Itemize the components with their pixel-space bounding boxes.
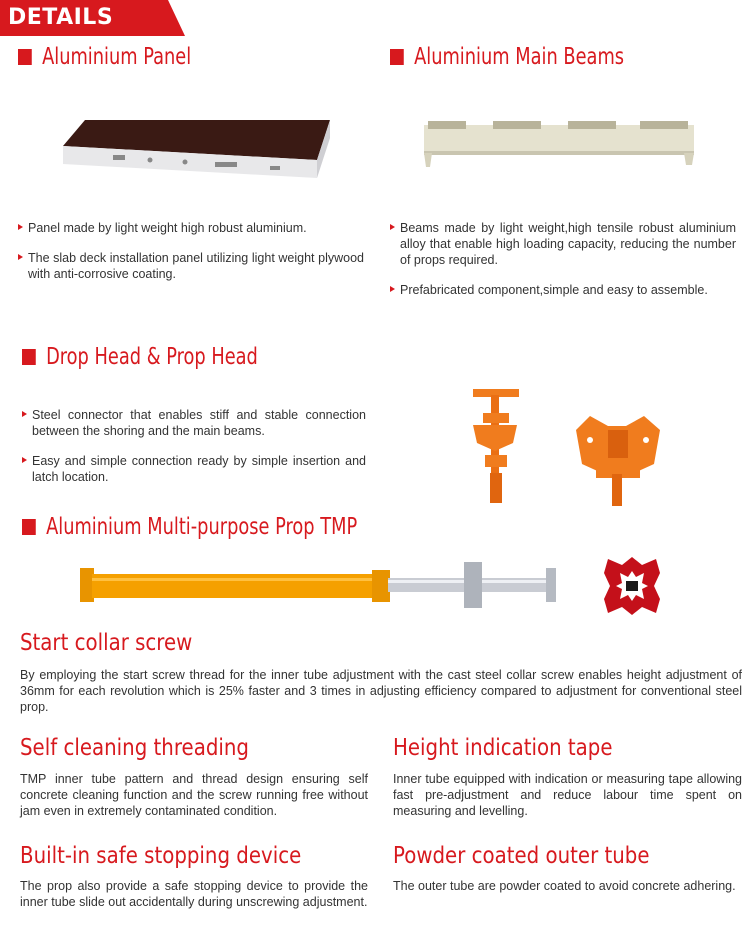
feature-title-tape: Height indication tape <box>393 735 613 761</box>
panel-bullet-2: The slab deck installation panel utilizing light weight plywood with anti-corrosive coating. <box>18 250 364 282</box>
panel-bullets <box>18 220 364 296</box>
aluminium-panel-image <box>55 112 335 194</box>
feature-text-tape: Inner tube equipped with indication or measuring tape allowing fast pre-adjustment and reduce labour time spent on measuring and levelling. <box>393 772 742 818</box>
details-banner-label: DETAILS <box>8 5 114 30</box>
section-title-drophead-text: Drop Head & Prop Head <box>46 344 258 370</box>
feature-text-stopping: The prop also provide a safe stopping device to provide the inner tube slide out accidentally during unscrewing adjustment. <box>20 879 368 909</box>
feature-text-collar: By employing the start screw thread for the inner tube adjustment with the cast steel collar screw enables height adjustment of 36mm for each revolution which is 25% faster and 3 times in adjusting efficiency compared to adjustment for conventional steel prop. <box>20 668 742 714</box>
section-title-beams-text: Aluminium Main Beams <box>414 44 625 70</box>
square-bullet-icon <box>22 349 36 365</box>
feature-title-powder: Powder coated outer tube <box>393 843 650 869</box>
section-title-panel-text: Aluminium Panel <box>42 44 192 70</box>
section-title-panel <box>18 44 191 70</box>
prop-cross-section-image <box>598 553 666 619</box>
feature-title-stopping: Built-in safe stopping device <box>20 843 302 869</box>
feature-text-powder: The outer tube are powder coated to avoid concrete adhering. <box>393 879 736 893</box>
tmp-prop-image <box>76 558 566 610</box>
section-title-beams <box>390 44 624 70</box>
drophead-bullets <box>22 407 366 499</box>
beams-bullet-2: Prefabricated component,simple and easy to assemble. <box>390 282 736 298</box>
drophead-bullet-2: Easy and simple connection ready by simple insertion and latch location. <box>22 453 366 485</box>
beams-bullets <box>390 220 736 312</box>
drophead-bullet-1: Steel connector that enables stiff and stable connection between the shoring and the main beams. <box>22 407 366 439</box>
beams-bullet-1: Beams made by light weight,high tensile robust aluminium alloy that enable high loading capacity, reducing the number of props required. <box>390 220 736 268</box>
section-title-drophead <box>22 344 258 370</box>
prop-head-image <box>570 408 665 508</box>
feature-title-collar: Start collar screw <box>20 630 193 656</box>
feature-title-selfclean: Self cleaning threading <box>20 735 249 761</box>
section-title-prop-text: Aluminium Multi-purpose Prop TMP <box>46 514 358 540</box>
aluminium-beam-image <box>418 115 698 175</box>
square-bullet-icon <box>22 519 36 535</box>
panel-bullet-1: Panel made by light weight high robust aluminium. <box>18 220 364 236</box>
drop-head-image <box>465 385 525 510</box>
square-bullet-icon <box>18 49 32 65</box>
feature-text-selfclean: TMP inner tube pattern and thread design ensuring self concrete cleaning function and the screw running free without jam even in extremely contaminated condition. <box>20 772 368 818</box>
square-bullet-icon <box>390 49 404 65</box>
section-title-prop <box>22 514 357 540</box>
